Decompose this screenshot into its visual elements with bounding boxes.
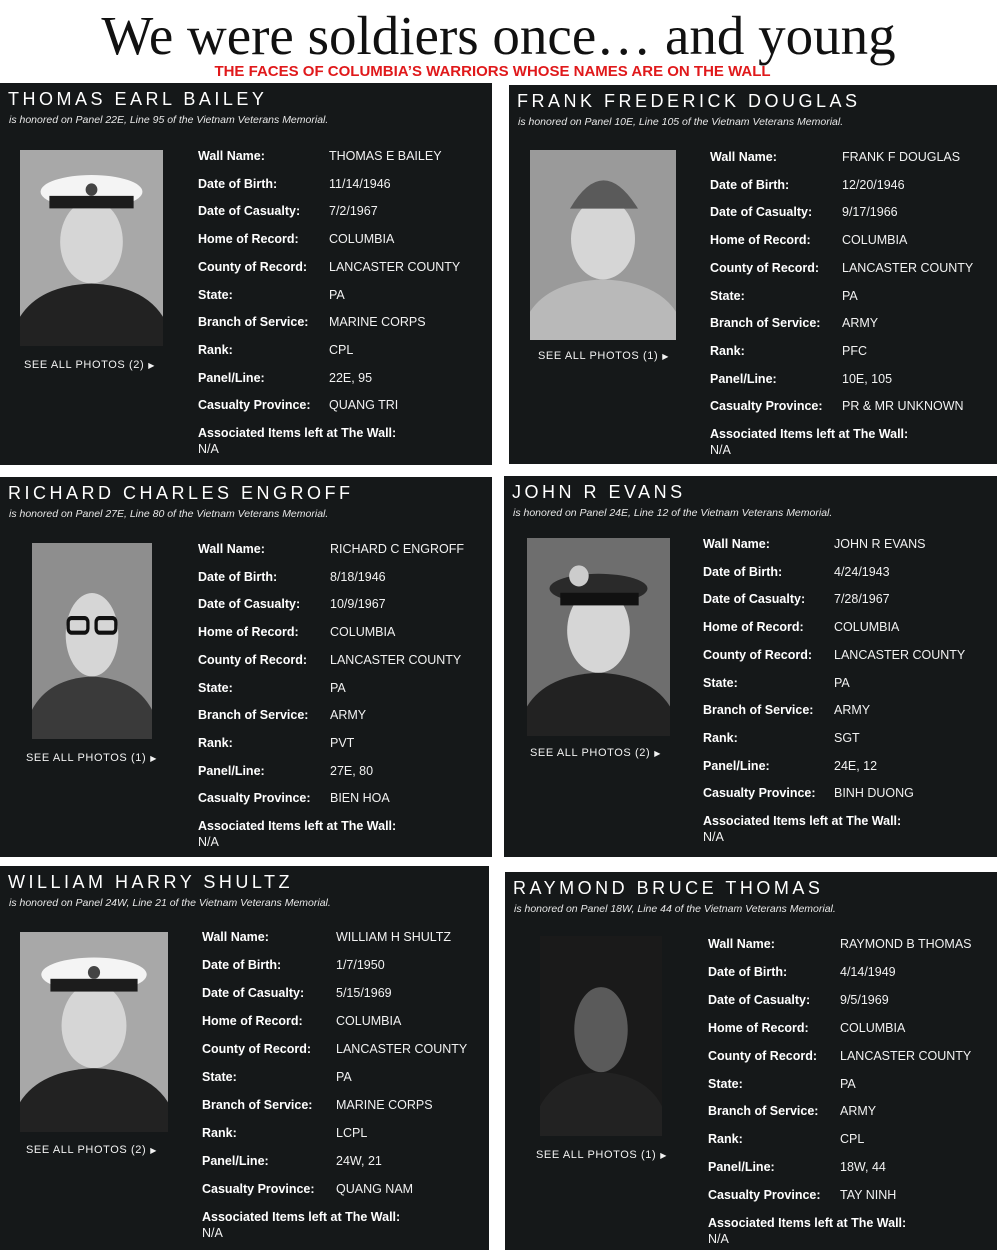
detail-value: ARMY (840, 1104, 877, 1119)
detail-value: 11/14/1946 (329, 176, 391, 191)
detail-label: Wall Name: (202, 930, 269, 944)
detail-label: County of Record: (708, 1048, 818, 1063)
detail-value: LANCASTER COUNTY (336, 1042, 468, 1056)
detail-label: Panel/Line: (703, 758, 770, 773)
detail-value: 24W, 21 (336, 1154, 382, 1168)
detail-label: Branch of Service: (703, 703, 814, 718)
chevron-right-icon: ▶ (662, 352, 669, 361)
detail-value: BINH DUONG (834, 786, 914, 801)
associated-items-label: Associated Items left at The Wall: (198, 819, 397, 833)
detail-label: Date of Birth: (198, 569, 278, 584)
detail-value: MARINE CORPS (329, 315, 426, 330)
marine-portrait-photo[interactable] (20, 932, 168, 1132)
associated-items-label: Associated Items left at The Wall: (198, 426, 397, 440)
detail-value: COLUMBIA (842, 233, 908, 248)
detail-value: 18W, 44 (840, 1160, 886, 1175)
detail-value: LCPL (336, 1126, 368, 1140)
detail-value: ARMY (842, 316, 879, 331)
detail-label: Rank: (198, 735, 233, 750)
detail-label: Casualty Province: (710, 399, 823, 414)
chevron-right-icon: ▶ (150, 1146, 157, 1155)
detail-label: State: (198, 680, 233, 695)
detail-value: QUANG NAM (336, 1182, 414, 1196)
detail-label: Wall Name: (198, 149, 265, 163)
detail-value: 9/17/1966 (842, 205, 898, 220)
detail-value: TAY NINH (840, 1188, 897, 1203)
detail-value: 8/18/1946 (330, 569, 386, 584)
honored-text: is honored on Panel 18W, Line 44 of the Vietnam Veterans Memorial. (514, 903, 836, 915)
see-all-photos-link[interactable] (24, 359, 155, 371)
detail-label: Wall Name: (710, 150, 777, 164)
detail-value: LANCASTER COUNTY (834, 647, 966, 662)
chevron-right-icon: ▶ (654, 749, 661, 758)
detail-value: FRANK F DOUGLAS (842, 150, 961, 164)
detail-label: Branch of Service: (710, 316, 821, 331)
honored-text: is honored on Panel 24E, Line 12 of the Vietnam Veterans Memorial. (513, 507, 833, 519)
dark-portrait-photo[interactable] (540, 936, 662, 1136)
detail-label: Date of Casualty: (198, 597, 301, 612)
civilian-portrait-photo[interactable] (32, 543, 152, 739)
honored-text: is honored on Panel 27E, Line 80 of the Vietnam Veterans Memorial. (9, 508, 329, 520)
detail-label: State: (198, 287, 233, 302)
detail-label: Branch of Service: (198, 315, 309, 330)
see-all-photos-link[interactable] (538, 350, 669, 362)
detail-label: Casualty Province: (198, 791, 311, 806)
detail-label: Casualty Province: (198, 398, 311, 413)
chevron-right-icon: ▶ (150, 754, 157, 763)
associated-items-label: Associated Items left at The Wall: (202, 1210, 401, 1224)
detail-value: QUANG TRI (329, 398, 399, 413)
detail-label: State: (708, 1076, 743, 1091)
detail-value: BIEN HOA (330, 791, 390, 806)
detail-value: LANCASTER COUNTY (330, 652, 462, 667)
detail-value: CPL (329, 342, 354, 357)
page-subtitle: THE FACES OF COLUMBIA’S WARRIORS WHOSE NAMES ARE ON THE WALL (214, 63, 771, 80)
chevron-right-icon: ▶ (660, 1151, 667, 1160)
detail-value: 4/14/1949 (840, 964, 896, 979)
detail-label: Wall Name: (703, 537, 770, 551)
see-all-photos-link[interactable] (530, 747, 661, 759)
soldier-name: RICHARD CHARLES ENGROFF (8, 483, 354, 503)
detail-label: Branch of Service: (198, 708, 309, 723)
detail-label: Home of Record: (198, 232, 299, 247)
detail-value: PA (330, 680, 346, 695)
see-all-photos-link[interactable] (536, 1149, 667, 1161)
detail-label: Home of Record: (202, 1014, 303, 1028)
detail-value: LANCASTER COUNTY (840, 1048, 972, 1063)
associated-items-label: Associated Items left at The Wall: (710, 427, 909, 441)
detail-label: Rank: (198, 342, 233, 357)
see-all-photos-link[interactable] (26, 752, 157, 764)
detail-label: Home of Record: (198, 625, 299, 640)
detail-value: 10E, 105 (842, 371, 893, 386)
detail-value: PA (842, 288, 858, 303)
associated-items-value: N/A (198, 835, 219, 849)
detail-value: PVT (330, 735, 355, 750)
detail-label: County of Record: (703, 647, 813, 662)
detail-value: 1/7/1950 (336, 958, 385, 972)
page-title: We were soldiers once… and young (101, 5, 896, 66)
honored-text: is honored on Panel 10E, Line 105 of the Vietnam Veterans Memorial. (518, 116, 844, 128)
detail-value: SGT (834, 730, 860, 745)
detail-label: Date of Birth: (703, 564, 783, 579)
see-all-photos-label: SEE ALL PHOTOS (1) (26, 752, 147, 764)
detail-label: State: (703, 675, 738, 690)
detail-value: PA (834, 675, 850, 690)
detail-value: PA (336, 1070, 352, 1084)
detail-label: Date of Birth: (710, 177, 790, 192)
honored-text: is honored on Panel 24W, Line 21 of the Vietnam Veterans Memorial. (9, 897, 331, 909)
associated-items-label: Associated Items left at The Wall: (708, 1216, 907, 1230)
detail-value: 4/24/1943 (834, 564, 890, 579)
army-portrait-photo[interactable] (530, 150, 676, 340)
detail-label: Date of Birth: (202, 958, 282, 972)
detail-label: Date of Casualty: (202, 986, 305, 1000)
detail-value: JOHN R EVANS (834, 537, 926, 551)
detail-label: Rank: (710, 343, 745, 358)
detail-label: Date of Casualty: (703, 592, 806, 607)
detail-label: Panel/Line: (708, 1160, 775, 1175)
detail-label: Branch of Service: (708, 1104, 819, 1119)
associated-items-value: N/A (708, 1232, 729, 1246)
detail-label: Date of Birth: (708, 964, 788, 979)
detail-value: COLUMBIA (336, 1014, 402, 1028)
chevron-right-icon: ▶ (148, 361, 155, 370)
see-all-photos-link[interactable] (26, 1144, 157, 1156)
detail-label: Home of Record: (703, 620, 804, 635)
detail-value: RICHARD C ENGROFF (330, 542, 465, 556)
detail-value: PFC (842, 343, 867, 358)
detail-label: Panel/Line: (202, 1154, 269, 1168)
detail-label: Date of Casualty: (710, 205, 813, 220)
soldier-name: THOMAS EARL BAILEY (8, 89, 268, 109)
soldier-name: RAYMOND BRUCE THOMAS (513, 878, 824, 898)
detail-value: COLUMBIA (840, 1020, 906, 1035)
detail-value: COLUMBIA (330, 625, 396, 640)
see-all-photos-label: SEE ALL PHOTOS (2) (530, 747, 651, 759)
detail-label: Casualty Province: (703, 786, 816, 801)
detail-value: 27E, 80 (330, 763, 374, 778)
detail-label: Rank: (708, 1132, 743, 1147)
detail-label: Wall Name: (198, 542, 265, 556)
detail-value: COLUMBIA (834, 620, 900, 635)
detail-label: Date of Casualty: (198, 204, 301, 219)
marine-portrait-photo[interactable] (20, 150, 163, 346)
honored-text: is honored on Panel 22E, Line 95 of the Vietnam Veterans Memorial. (9, 114, 329, 126)
see-all-photos-label: SEE ALL PHOTOS (1) (538, 350, 659, 362)
detail-label: Panel/Line: (198, 763, 265, 778)
detail-value: LANCASTER COUNTY (329, 259, 461, 274)
detail-label: Panel/Line: (198, 370, 265, 385)
detail-value: RAYMOND B THOMAS (840, 937, 972, 951)
detail-label: County of Record: (202, 1042, 312, 1056)
detail-value: WILLIAM H SHULTZ (336, 930, 452, 944)
detail-value: 10/9/1967 (330, 597, 386, 612)
army-cap-portrait-photo[interactable] (527, 538, 670, 736)
see-all-photos-label: SEE ALL PHOTOS (1) (536, 1149, 657, 1161)
detail-value: PA (329, 287, 345, 302)
detail-label: State: (202, 1070, 237, 1084)
associated-items-value: N/A (710, 443, 731, 457)
associated-items-value: N/A (198, 442, 219, 456)
detail-value: ARMY (834, 703, 871, 718)
associated-items-value: N/A (703, 830, 724, 844)
associated-items-label: Associated Items left at The Wall: (703, 814, 902, 828)
detail-value: 12/20/1946 (842, 177, 905, 192)
see-all-photos-label: SEE ALL PHOTOS (2) (26, 1144, 147, 1156)
detail-value: 7/28/1967 (834, 592, 890, 607)
soldier-name: JOHN R EVANS (512, 482, 686, 502)
detail-value: COLUMBIA (329, 232, 395, 247)
detail-value: 22E, 95 (329, 370, 373, 385)
see-all-photos-label: SEE ALL PHOTOS (2) (24, 359, 145, 371)
detail-value: 9/5/1969 (840, 992, 889, 1007)
detail-label: Panel/Line: (710, 371, 777, 386)
detail-value: THOMAS E BAILEY (329, 149, 442, 163)
detail-value: 7/2/1967 (329, 204, 378, 219)
detail-label: Branch of Service: (202, 1098, 313, 1112)
detail-label: County of Record: (710, 260, 820, 275)
detail-label: County of Record: (198, 259, 308, 274)
detail-value: 5/15/1969 (336, 986, 392, 1000)
detail-value: CPL (840, 1132, 865, 1147)
detail-label: Rank: (703, 730, 738, 745)
detail-value: PR & MR UNKNOWN (842, 399, 964, 414)
detail-label: Home of Record: (708, 1020, 809, 1035)
soldier-name: WILLIAM HARRY SHULTZ (8, 872, 294, 892)
detail-label: Casualty Province: (708, 1188, 821, 1203)
detail-value: 24E, 12 (834, 758, 878, 773)
soldier-name: FRANK FREDERICK DOUGLAS (517, 91, 861, 111)
detail-label: Rank: (202, 1126, 237, 1140)
detail-label: State: (710, 288, 745, 303)
detail-label: Date of Casualty: (708, 992, 811, 1007)
detail-label: Date of Birth: (198, 176, 278, 191)
detail-value: ARMY (330, 708, 367, 723)
detail-value: LANCASTER COUNTY (842, 260, 974, 275)
detail-value: MARINE CORPS (336, 1098, 433, 1112)
detail-label: County of Record: (198, 652, 308, 667)
associated-items-value: N/A (202, 1226, 223, 1240)
detail-label: Wall Name: (708, 937, 775, 951)
detail-value: PA (840, 1076, 856, 1091)
detail-label: Casualty Province: (202, 1182, 315, 1196)
detail-label: Home of Record: (710, 233, 811, 248)
